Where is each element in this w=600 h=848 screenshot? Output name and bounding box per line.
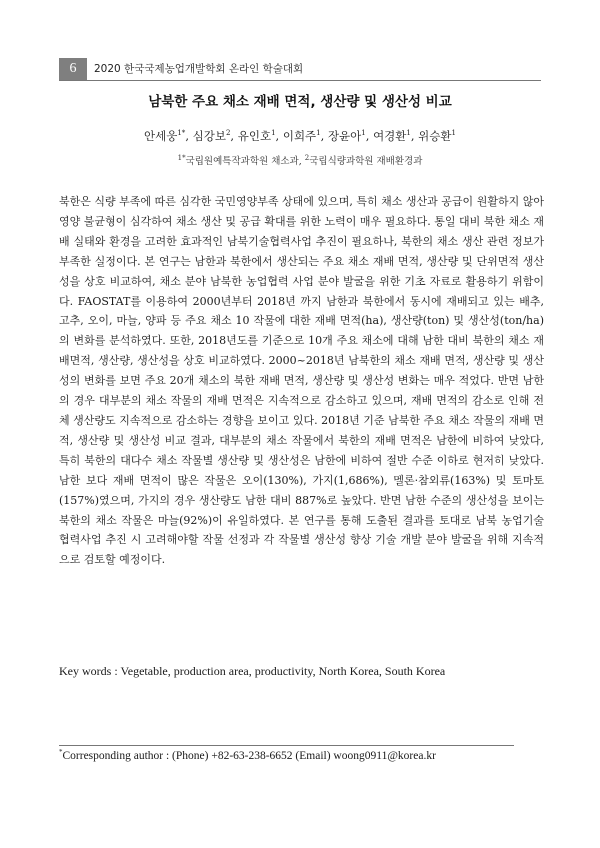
author xyxy=(328,129,373,143)
author-name: 장윤아 xyxy=(327,129,362,143)
author-separator: , xyxy=(365,129,374,143)
author-separator: , xyxy=(275,129,283,143)
affiliation-mark: 1* xyxy=(177,153,186,162)
page-number: 6 xyxy=(59,58,87,80)
affiliation-text: 국립원예특작과학원 채소과, xyxy=(185,156,305,167)
keywords: Key words : Vegetable, production area, productivity, North Korea, South Korea xyxy=(59,664,446,678)
abstract-text: 북한은 식량 부족에 따른 심각한 국민영양부족 상태에 있으며, 특히 채소 생산과 공급이 원활하지 않아 영양 불균형이 심각하여 채소 생산 및 공급 확대를 위한 노력이 매우 필요하다. 통일 대비 북한 채소 재배 실태와 환경을 고려한 효과적인 남북기술협력사업 추진이 필요하나, 북한의 채소 생산 관련 정보가 부족한 실정이다. 본 연구는 남한과 북한에서 생산되는 주요 채소 재배 면적, 생산량 및 단위면적 생산성을 상호 비교하여, 채소 분야 남북한 농업협력 사업 분야 발굴을 위한 기초 자료로 활용하기 위함이다. FAOSTAT를 이용하여 2000년부터 2018년 까지 남한과 북한에서 동시에 재배되고 있는 배추, 고추, 오이, 마늘, 양파 등 주요 채소 10 작물에 대한 재배 면적(ha), 생산량(ton) 및 생산성(ton/ha)의 변화를 분석하였다. 또한, 2018년도를 기준으로 10개 주요 채소에 대해 남한 대비 북한의 채소 재배면적, 생산량, 생산성을 상호 비교하였다. 2000~2018년 남북한의 채소 재배 면적, 생산량 및 생산성의 변화를 보면 주요 20개 채소의 북한 재배 면적, 생산량 및 생산성 변화는 매우 적었다. 반면 남한의 경우 대부분의 채소 작물의 재배 면적은 지속적으로 감소하고 있으며, 재배 면적의 감소로 인해 전체 생산량도 지속적으로 감소하는 경향을 보이고 있다. 2018년 기준 남북한 주요 채소 작물의 재배 면적, 생산량 및 생산성 비교 결과, 대부분의 채소 작물에서 북한의 재배 면적은 남한에 비하여 낮았다, 특히 북한의 대다수 채소 작물별 생산량 및 생산성은 남한에 비하여 절반 수준 이하로 현저히 낮았다. 남한 보다 재배 면적이 많은 작물은 오이(130%), 가지(1,686%), 멜론·참외류(163%) 및 토마토(157%)였으며, 가지의 경우 생산량도 남한 대비 887%로 높았다. 반면 남한 수준의 생산성을 보이는 북한의 채소 작물은 마늘(92%)이 유일하였다. 본 연구를 통해 도출된 결과를 토대로 남북 농업기술 협력사업 추진 시 고려해야할 작물 선정과 각 작물별 생산성 향상 기술 개발 분야 발굴을 위해 지속적으로 검토할 예정이다. xyxy=(59,195,544,567)
footnote-text: Corresponding author : (Phone) +82-63-238-6652 (Email) woong0911@korea.kr xyxy=(62,750,436,762)
affiliation-mark: 1 xyxy=(316,129,321,138)
author xyxy=(193,129,238,143)
author xyxy=(283,129,328,143)
author-separator: , xyxy=(320,129,328,143)
author-name: 유인호 xyxy=(237,129,272,143)
author xyxy=(144,129,193,143)
affiliation-mark: 1 xyxy=(271,129,276,138)
author-name: 위승환 xyxy=(418,129,452,143)
affiliation-mark: 1 xyxy=(451,129,456,138)
abstract xyxy=(59,192,544,570)
running-header: 2020 한국국제농업개발학회 온라인 학술대회 xyxy=(94,63,304,75)
affiliation-text: 국립식량과학원 재배환경과 xyxy=(309,156,423,167)
author-list xyxy=(0,128,600,144)
affiliation-mark: 2 xyxy=(225,129,231,138)
author-separator: , xyxy=(230,129,238,143)
affiliation-list xyxy=(0,153,600,167)
author-name: 이희주 xyxy=(282,129,317,143)
affiliation-mark: 1 xyxy=(361,129,366,138)
footnote-divider xyxy=(59,745,514,746)
corresponding-author-footnote xyxy=(59,750,544,762)
author-name: 심강보 xyxy=(192,129,226,143)
affiliation-mark: 1* xyxy=(177,129,186,138)
author-separator: , xyxy=(185,129,193,143)
author-name: 안세웅 xyxy=(144,129,178,143)
author xyxy=(238,129,283,143)
header-divider xyxy=(59,80,541,81)
author-separator: , xyxy=(410,129,419,143)
affiliation-mark: 2 xyxy=(304,153,310,162)
footnote-mark: * xyxy=(59,748,63,757)
affiliation xyxy=(304,153,423,167)
affiliation xyxy=(177,153,305,167)
paper-title: 남북한 주요 채소 재배 면적, 생산량 및 생산성 비교 xyxy=(148,94,452,110)
author xyxy=(418,129,456,143)
affiliation-mark: 1 xyxy=(406,129,411,138)
author xyxy=(373,129,418,143)
author-name: 여경환 xyxy=(373,129,407,143)
